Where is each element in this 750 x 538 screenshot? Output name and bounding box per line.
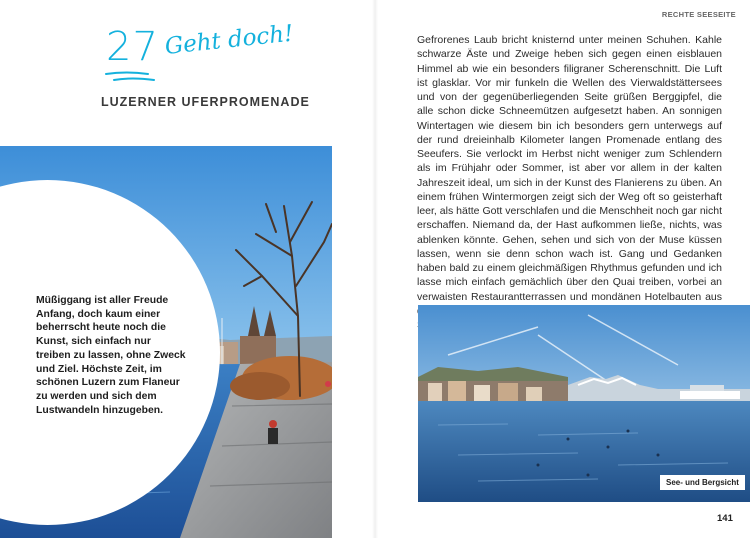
running-head: RECHTE SEESEITE [661, 10, 736, 19]
section-title: LUZERNER UFERPROMENADE [101, 95, 310, 109]
chapter-number: 27 [106, 24, 159, 70]
intro-quote: Müßiggang ist aller Freude Anfang, doch kaum einer beherrscht heute noch die Kunst, sich einfach nur treiben zu lassen, ohne Zweck und Ziel. Höchste Zeit, im schönen Luzern zum Flaneur zu werden und sich dem Lustwandeln hinzugeben. [36, 295, 186, 416]
lake-mountain-photo [418, 305, 750, 502]
photo-caption: See- und Bergsicht [660, 475, 745, 490]
page-number: 141 [717, 513, 733, 524]
body-paragraph: Gefrorenes Laub bricht knisternd unter meinen Schuhen. Kahle schwarze Äste und Zweige heben sich gegen einen eisblauen Himmel ab wie ein besonders filigraner Scherenschnitt. Die Luft ist glasklar. Vor mir funkeln die Wellen des Vierwaldstättersees und von der gegenüberliegenden Seite grüßen Berggipfel, die alle schon dicke Schneemützen aufgesetzt haben. An sonnigen Wintertagen wie diesem bin ich besonders gern unterwegs auf der rund dreieinhalb Kilometer langen Promenade entlang des Seeufers. Sie verlockt im Herbst nicht weniger zum Schlendern als im Frühjahr oder Sommer, ist aber vor allem in der kalten Jahreszeit ideal, um sich in der Kunst des Flanierens zu üben. An einem frühen Wintermorgen zeigt sich der Weg oft so geisterhaft leer, als hätte Gott verschlafen und die Menschheit noch gar nicht erschaffen. Niemand da, der Hast aufkommen ließe, nichts, was ablenken könnte. Gehen, sehen und sich von der Muse küssen lassen, wenn sie denn schon wach ist. Gang und Gedanken haben bald zu einem gleichmäßigen Rhythmus gefunden und ich lasse mich einfach gemächlich über den Quai treiben, vorbei an verwaisten Restaurantterrassen und mondänen Hotelbauten aus [417, 34, 722, 303]
book-gutter [372, 0, 378, 538]
chapter-tagline: Geht doch! [163, 20, 295, 60]
chapter-underline-icon [104, 70, 164, 84]
